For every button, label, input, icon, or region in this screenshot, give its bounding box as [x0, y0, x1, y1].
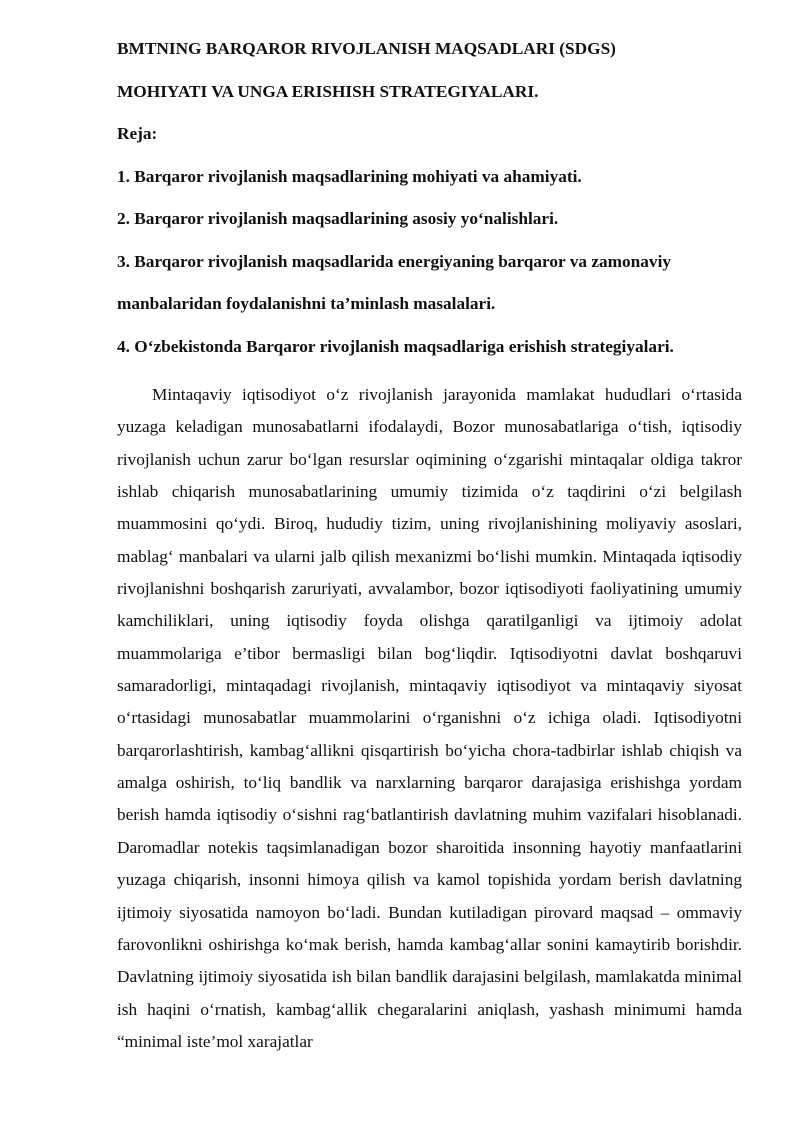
body-paragraph: Mintaqaviy iqtisodiyot o‘z rivojlanish jarayonida mamlakat hududlari o‘rtasida yuzaga keladigan munosabatlarni ifodalaydi, Bozor munosabatlariga o‘tish, iqtisodiy rivojlanish uchun zarur bo‘lgan resurslar oqimining o‘zgarishi mintaqalar oldiga takror ishlab chiqarish munosabatlarining umumiy tizimida o‘z taqdirini o‘zi belgilash muammosini qo‘ydi. Biroq, hududiy tizim, uning rivojlanishining moliyaviy asoslari, mablag‘ manbalari va ularni jalb qilish mexanizmi bo‘lishi mumkin. Mintaqada iqtisodiy rivojlanishni boshqarish zaruriyati, avvalambor, bozor iqtisodiyoti faoliyatining umumiy kamchiliklari, uning iqtisodiy foyda olishga qaratilganligi va ijtimoiy adolat muammolariga e’tibor bermasligi bilan bog‘liqdir. Iqtisodiyotni davlat boshqaruvi samaradorligi, mintaqadagi rivojlanish, mintaqaviy iqtisodiyot va mintaqaviy siyosat o‘rtasidagi munosabatlar muammolarini o‘rganishni o‘z ichiga oladi. Iqtisodiyotni barqarorlashtirish, kambag‘allikni qisqartirish bo‘yicha chora-tadbirlar ishlab chiqish va amalga oshirish, to‘liq bandlik va narxlarning barqaror darajasiga erishishga yordam berish hamda iqtisodiy o‘sishni rag‘batlantirish davlatning muhim vazifalari hisoblanadi. Daromadlar notekis taqsimlanadigan bozor sharoitida insonning hayotiy manfaatlarini yuzaga chiqarish, insonni himoya qilish va kamol topishida yordam berish davlatning ijtimoiy siyosatida namoyon bo‘ladi. Bundan kutiladigan pirovard maqsad – ommaviy farovonlikni oshirishga ko‘mak berish, hamda kambag‘allar sonini kamaytirib borishdir. Davlatning ijtimoiy siyosatida ish bilan bandlik darajasini belgilash, mamlakatda minimal ish haqini o‘rnatish, kambag‘allik chegaralarini aniqlash, yashash minimumi hamda “minimal iste’mol xarajatlar [117, 385, 742, 1051]
plan-label: Reja: [117, 124, 158, 143]
document-title-line-1: BMTNING BARQAROR RIVOJLANISH MAQSADLARI (SDGS) [117, 39, 616, 58]
plan-item-3-continued: manbalaridan foydalanishni ta’minlash masalalari. [117, 294, 496, 313]
plan-item-4: 4. O‘zbekistonda Barqaror rivojlanish maqsadlariga erishish strategiyalari. [117, 336, 674, 356]
document-content [117, 36, 742, 1058]
plan-item-3: 3. Barqaror rivojlanish maqsadlarida energiyaning barqaror va zamonaviy [117, 251, 672, 271]
document-title-line-2: MOHIYATI VA UNGA ERISHISH STRATEGIYALARI. [117, 81, 539, 101]
plan-item-1: 1. Barqaror rivojlanish maqsadlarining mohiyati va ahamiyati. [117, 166, 582, 186]
plan-item-2: 2. Barqaror rivojlanish maqsadlarining asosiy yo‘nalishlari. [117, 209, 559, 228]
